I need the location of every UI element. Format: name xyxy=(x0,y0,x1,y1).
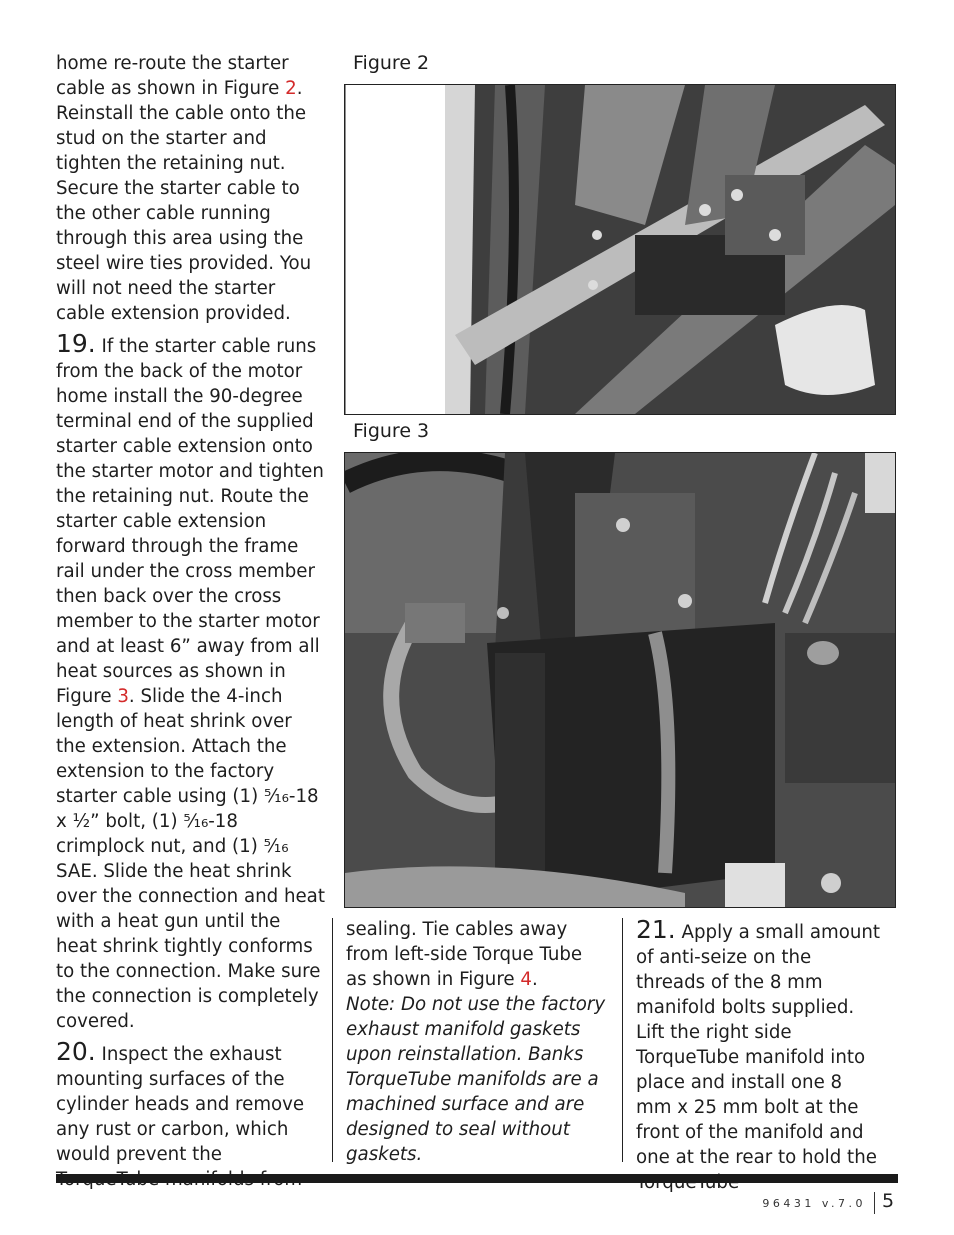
intro-text-after: . Reinstall the cable onto the stud on the starter and tighten the retaining nut. Secure the starter cable to the other cable running through this area using the steel wire ties provided. You will not need the starter cable extension provided. xyxy=(56,78,312,324)
step-21-number: 21. xyxy=(636,915,676,944)
figure-2-link[interactable]: 2 xyxy=(285,78,297,99)
left-text-column xyxy=(56,51,326,1192)
step-21-text: Apply a small amount of anti-seize on the threads of the 8 mm manifold bolts supplied. Lift the right side TorqueTube manifold into place and install one 8 mm x 25 mm bolt at the front of the manifold and one at the rear to hold the xyxy=(636,922,881,1168)
step-20-text: Inspect the exhaust mounting surfaces of the cylinder heads and remove any rust or carbon, which would prevent the xyxy=(56,1044,305,1165)
figure-3-photo xyxy=(344,452,896,908)
sealing-paragraph xyxy=(346,917,608,992)
step-21-paragraph xyxy=(636,917,882,1195)
figure-3-link[interactable]: 3 xyxy=(117,686,129,707)
right-text-column xyxy=(636,917,882,1195)
step-19-paragraph xyxy=(56,331,326,1034)
figure-2-caption: Figure 2 xyxy=(353,52,430,74)
figure-3-caption: Figure 3 xyxy=(353,420,430,442)
step-19-text-continued: . Slide the 4-inch length of heat shrink over the extension. Attach the extension to the factory starter cable using (1) ⁵⁄₁₆-18 x ½” bolt, (1) ⁵⁄₁₆-18 crimplock nut, and (1) ⁵⁄₁₆ SAE. Slide the heat shrink over the connection and heat with a heat gun until the heat shrink tightly conforms to the connection. Make sure the connection is completely covered. xyxy=(56,686,325,1032)
intro-paragraph xyxy=(56,51,326,326)
figure-2-image xyxy=(345,85,895,414)
footer-separator xyxy=(874,1192,875,1214)
column-divider-right xyxy=(622,918,623,1162)
gasket-note: Note: Do not use the factory exhaust manifold gaskets upon reinstallation. Banks TorqueTube manifolds are a machined surface and are designed to seal without gaskets. xyxy=(346,994,606,1165)
step-20-paragraph xyxy=(56,1039,326,1192)
middle-text-column xyxy=(346,917,608,1167)
figure-4-link[interactable]: 4 xyxy=(520,969,532,990)
step-20-number: 20. xyxy=(56,1037,96,1066)
figure-2-photo xyxy=(344,84,896,415)
footer-rule xyxy=(56,1174,898,1183)
figure-3-image xyxy=(345,453,895,907)
page-number: 5 xyxy=(882,1190,895,1212)
sealing-text-before: sealing. Tie cables away from left-side Torque Tube as shown in Figure xyxy=(346,919,583,990)
step-19-text: If the starter cable runs from the back of the motor home install the 90-degree terminal end of the supplied starter cable extension onto the starter motor and tighten the retaining nut. Route the starter cable extension forward through the frame rail under the cross member then back over the cross member to the starter motor and at least 6” away from all heat sources as shown in Figure xyxy=(56,336,324,707)
document-version-code: 96431 v.7.0 xyxy=(762,1197,866,1210)
step-19-number: 19. xyxy=(56,329,96,358)
intro-text-before: home re-route the starter cable as shown in Figure xyxy=(56,53,289,99)
column-divider-left xyxy=(332,918,333,1162)
sealing-text-after: . xyxy=(531,969,538,990)
